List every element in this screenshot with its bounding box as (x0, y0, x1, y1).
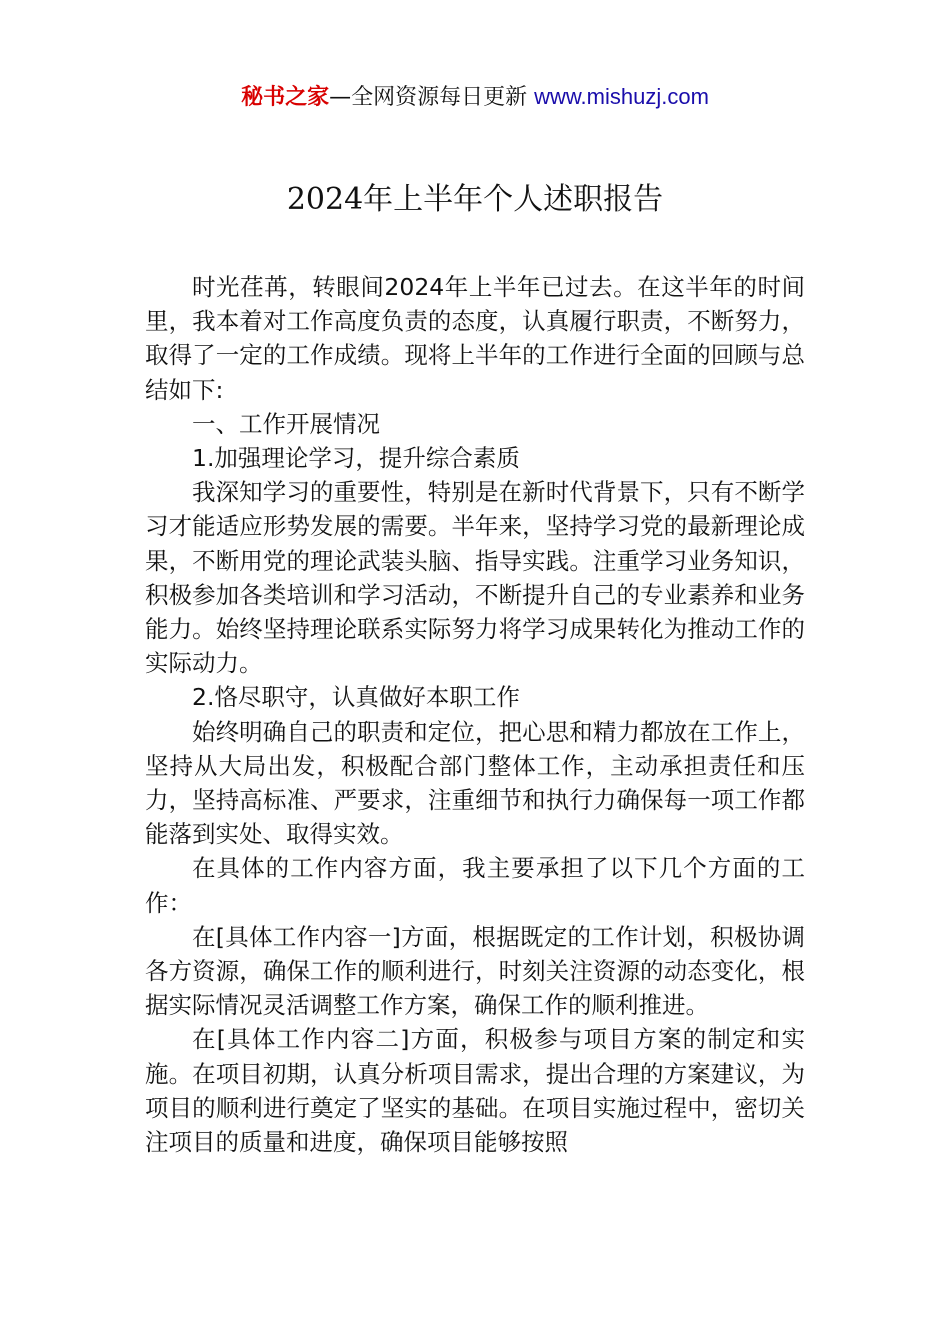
subheading-2: 2.恪尽职守，认真做好本职工作 (192, 683, 520, 712)
paragraph-work-content: 在具体的工作内容方面，我主要承担了以下几个方面的工作： (145, 854, 805, 917)
document-title: 2024年上半年个人述职报告 (286, 182, 664, 217)
site-tagline: —全网资源每日更新 (329, 85, 535, 110)
site-brand: 秘书之家 (241, 85, 330, 110)
section-heading: 一、工作开展情况 (192, 409, 380, 438)
site-header (0, 82, 950, 113)
paragraph-work-item-1: 在[具体工作内容一]方面，根据既定的工作计划，积极协调各方资源，确保工作的顺利进行，时刻关注资源的动态变化，根据实际情况灵活调整工作方案，确保工作的顺利推进。 (145, 922, 805, 1020)
paragraph-work-item-2: 在[具体工作内容二]方面，积极参与项目方案的制定和实施。在项目初期，认真分析项目需求，提出合理的方案建议，为项目的顺利进行奠定了坚实的基础。在项目实施过程中，密切关注项目的质量和进度，确保项目能够按照 (145, 1025, 805, 1157)
site-url-link[interactable]: www.mishuzj.com (534, 84, 709, 109)
paragraph-intro: 时光荏苒，转眼间2024年上半年已过去。在这半年的时间里，我本着对工作高度负责的态度，认真履行职责，不断努力，取得了一定的工作成绩。现将上半年的工作进行全面的回顾与总结如下: (145, 273, 805, 404)
subheading-1: 1.加强理论学习，提升综合素质 (192, 444, 520, 473)
document-body (145, 270, 805, 1159)
paragraph-study: 我深知学习的重要性，特别是在新时代背景下，只有不断学习才能适应形势发展的需要。半年来，坚持学习党的最新理论成果，不断用党的理论武装头脑、指导实践。注重学习业务知识，积极参加各类培训和学习活动，不断提升自己的专业素养和业务能力。始终坚持理论联系实际努力将学习成果转化为推动工作的实际动力。 (145, 478, 805, 678)
paragraph-duty: 始终明确自己的职责和定位，把心思和精力都放在工作上，坚持从大局出发，积极配合部门整体工作，主动承担责任和压力，坚持高标准、严要求，注重细节和执行力确保每一项工作都能落到实处、取得实效。 (145, 717, 805, 849)
